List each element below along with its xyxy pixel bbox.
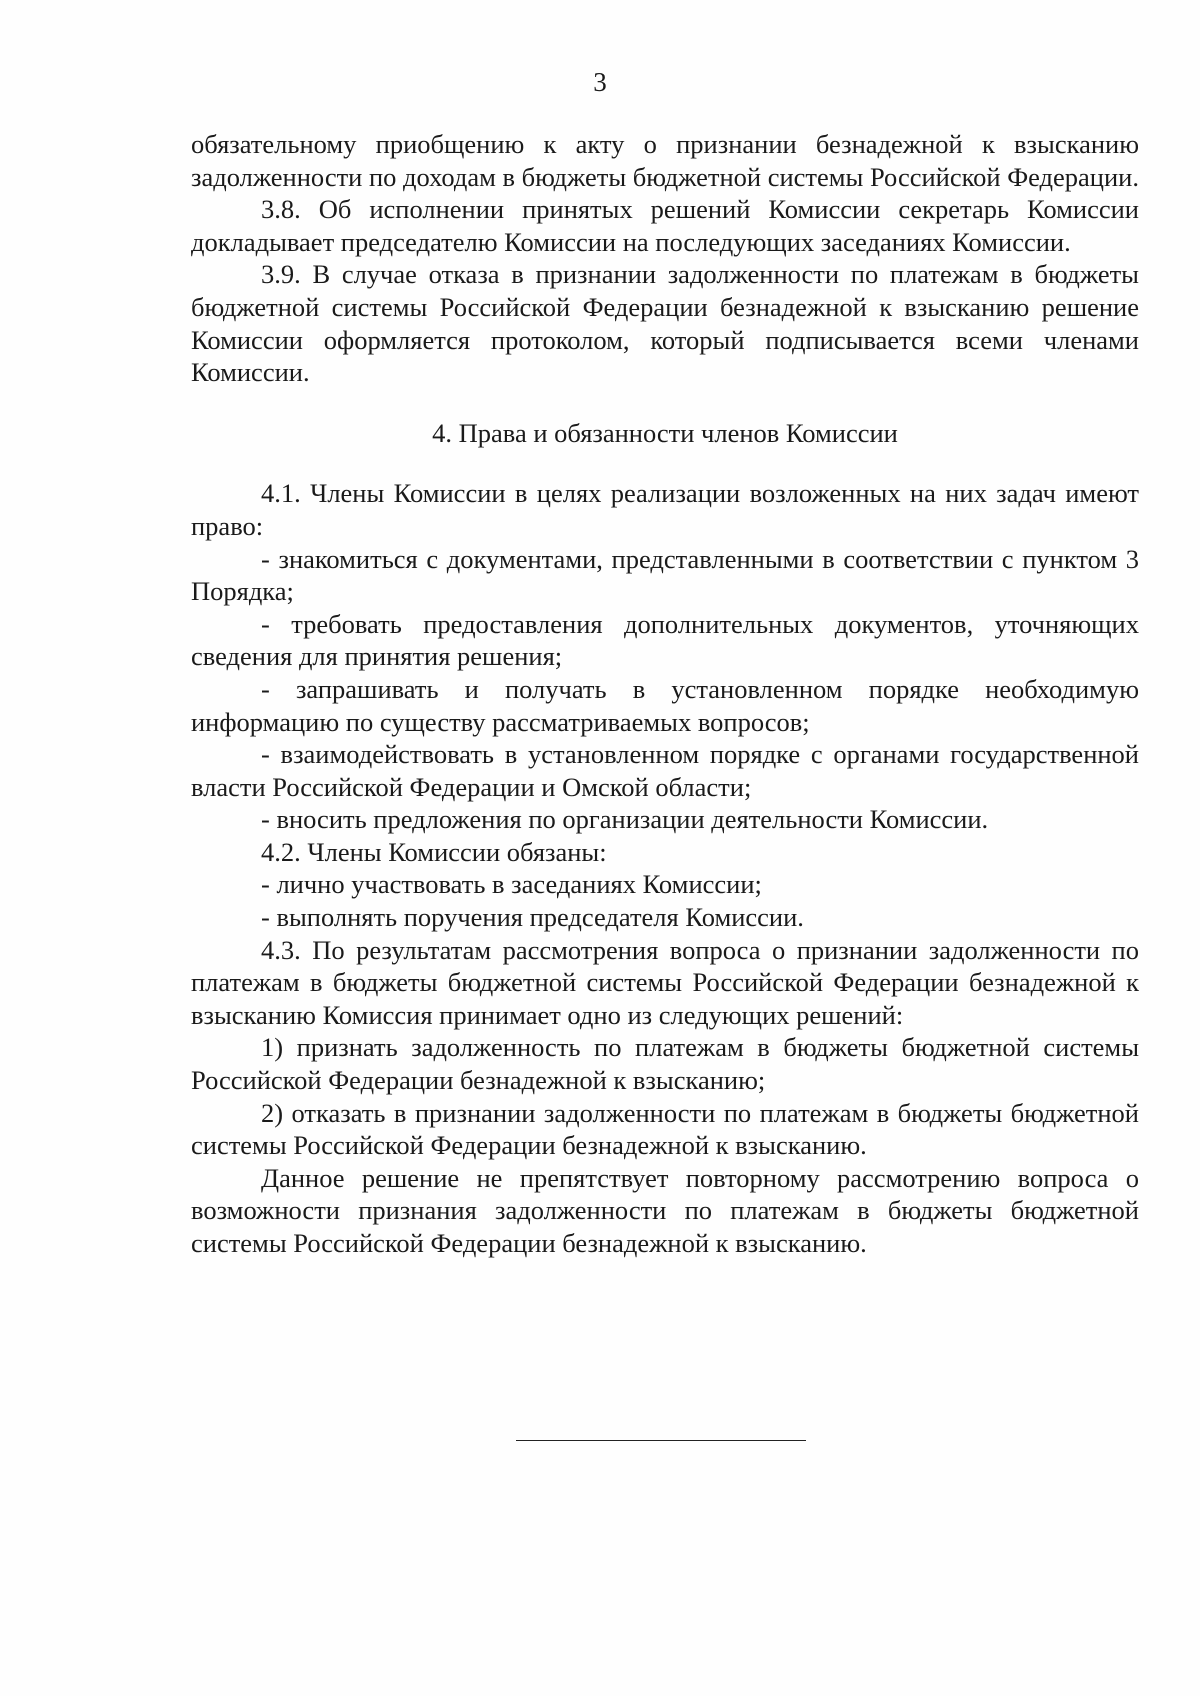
document-body — [191, 128, 1139, 1260]
list-item-duty-1: - лично участвовать в заседаниях Комиссии; — [261, 869, 762, 900]
list-item-right-4: - взаимодействовать в установленном порядке с органами государственной власти Российской Федерации и Омской области; — [191, 739, 1139, 802]
closing-rule — [516, 1440, 806, 1441]
page-number: 3 — [593, 67, 607, 97]
list-item-right-1: - знакомиться с документами, представленными в соответствии с пунктом 3 Порядка; — [191, 543, 1139, 607]
list-item-duty-2: - выполнять поручения председателя Комиссии. — [261, 902, 804, 933]
list-item-right-5: - вносить предложения по организации деятельности Комиссии. — [261, 804, 989, 835]
paragraph-3-9: 3.9. В случае отказа в признании задолженности по платежам в бюджеты бюджетной системы Российской Федерации безнадежной к взысканию решение Комиссии оформляется протоколом, который подписывается всеми членами Комиссии. — [191, 259, 1139, 388]
section-heading: 4. Права и обязанности членов Комиссии — [432, 417, 898, 448]
paragraph-continuation: обязательному приобщению к акту о признании безнадежной к взысканию задолженности по доходам в бюджеты бюджетной системы Российской Федерации. — [191, 129, 1139, 192]
list-item-right-3: - запрашивать и получать в установленном порядке необходимую информацию по существу рассматриваемых вопросов; — [191, 673, 1139, 737]
list-item-right-2: - требовать предоставления дополнительных документов, уточняющих сведения для принятия решения; — [191, 608, 1139, 672]
paragraph-4-1: 4.1. Члены Комиссии в целях реализации возложенных на них задач имеют право: — [191, 478, 1139, 541]
paragraph-4-2: 4.2. Члены Комиссии обязаны: — [261, 836, 607, 867]
paragraph-final-note: Данное решение не препятствует повторному рассмотрению вопроса о возможности признания задолженности по платежам в бюджеты бюджетной системы Российской Федерации безнадежной к взысканию. — [191, 1162, 1139, 1258]
decision-option-2: 2) отказать в признании задолженности по платежам в бюджеты бюджетной системы Российской Федерации безнадежной к взысканию. — [191, 1097, 1139, 1161]
paragraph-3-8: 3.8. Об исполнении принятых решений Комиссии секретарь Комиссии докладывает председателю Комиссии на последующих заседаниях Комиссии. — [191, 194, 1139, 257]
decision-option-1: 1) признать задолженность по платежам в бюджеты бюджетной системы Российской Федерации безнадежной к взысканию; — [191, 1032, 1139, 1096]
paragraph-4-3: 4.3. По результатам рассмотрения вопроса о признании задолженности по платежам в бюджеты бюджетной системы Российской Федерации безнадежной к взысканию Комиссия принимает одно из следующих решений: — [191, 934, 1139, 1030]
